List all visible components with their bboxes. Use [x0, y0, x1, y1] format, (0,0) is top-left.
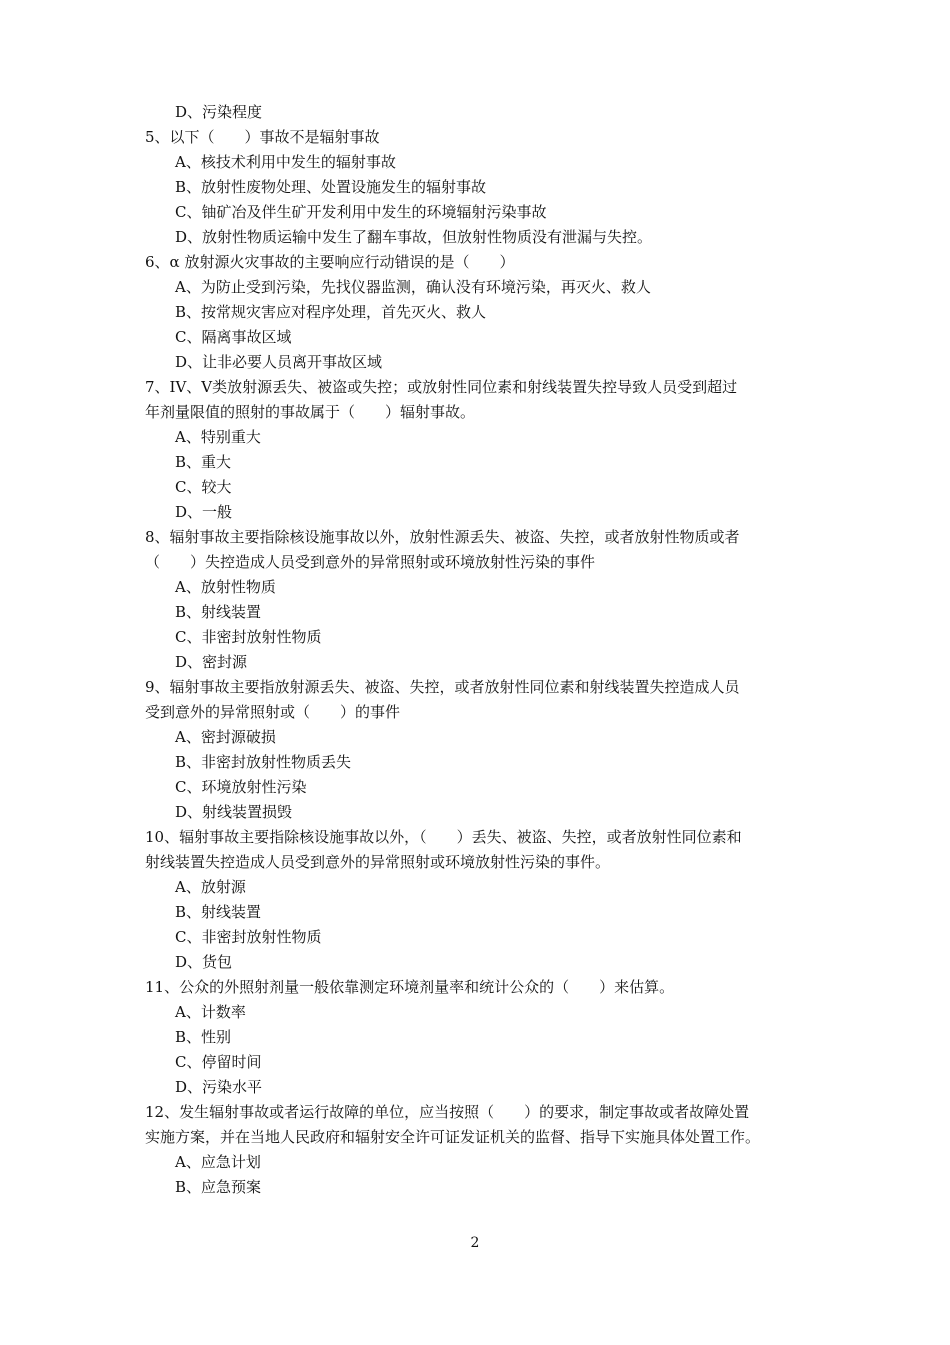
answer-option: D、一般 [175, 503, 233, 521]
answer-option: A、密封源破损 [175, 728, 276, 746]
answer-option: D、放射性物质运输中发生了翻车事故，但放射性物质没有泄漏与失控。 [175, 228, 653, 246]
answer-option: A、核技术利用中发生的辐射事故 [175, 153, 396, 171]
answer-option: C、非密封放射性物质 [175, 628, 322, 646]
question-text: 6、α 放射源火灾事故的主要响应行动错误的是（ ） [145, 253, 515, 271]
answer-option: B、射线装置 [175, 903, 262, 921]
answer-option: A、放射源 [175, 878, 246, 896]
question-text: 10、辐射事故主要指除核设施事故以外，（ ）丢失、被盗、失控，或者放射性同位素和 [145, 828, 742, 846]
answer-option: D、密封源 [175, 653, 248, 671]
question-text: 实施方案，并在当地人民政府和辐射安全许可证发证机关的监督、指导下实施具体处置工作。 [145, 1128, 761, 1146]
answer-option: C、隔离事故区域 [175, 328, 292, 346]
answer-option: B、放射性废物处理、处置设施发生的辐射事故 [175, 178, 487, 196]
question-text: 7、IV、V类放射源丢失、被盗或失控；或放射性同位素和射线装置失控导致人员受到超过 [145, 378, 738, 396]
answer-option: D、让非必要人员离开事故区域 [175, 353, 383, 371]
answer-option: B、性别 [175, 1028, 232, 1046]
answer-option: C、铀矿冶及伴生矿开发利用中发生的环境辐射污染事故 [175, 203, 547, 221]
answer-option: B、非密封放射性物质丢失 [175, 753, 352, 771]
question-text: 12、发生辐射事故或者运行故障的单位，应当按照（ ）的要求，制定事故或者故障处置 [145, 1103, 750, 1121]
answer-option: C、停留时间 [175, 1053, 262, 1071]
answer-option: A、特别重大 [175, 428, 261, 446]
answer-option: A、为防止受到污染，先找仪器监测，确认没有环境污染，再灭火、救人 [175, 278, 651, 296]
question-text: 8、辐射事故主要指除核设施事故以外，放射性源丢失、被盗、失控，或者放射性物质或者 [145, 528, 740, 546]
answer-option: B、应急预案 [175, 1178, 262, 1196]
question-text: （ ）失控造成人员受到意外的异常照射或环境放射性污染的事件 [145, 553, 596, 571]
answer-option: C、非密封放射性物质 [175, 928, 322, 946]
answer-option: D、污染水平 [175, 1078, 263, 1096]
question-list [145, 100, 825, 1200]
question-text: 射线装置失控造成人员受到意外的异常照射或环境放射性污染的事件。 [145, 853, 611, 871]
answer-option: C、较大 [175, 478, 232, 496]
answer-option: D、射线装置损毁 [175, 803, 293, 821]
answer-option: A、应急计划 [175, 1153, 261, 1171]
question-text: 5、以下（ ）事故不是辐射事故 [145, 128, 380, 146]
answer-option: B、重大 [175, 453, 232, 471]
answer-option: B、按常规灾害应对程序处理，首先灭火、救人 [175, 303, 487, 321]
answer-option: D、货包 [175, 953, 233, 971]
question-text: 受到意外的异常照射或（ ）的事件 [145, 703, 401, 721]
question-text: 年剂量限值的照射的事故属于（ ）辐射事故。 [145, 403, 476, 421]
answer-option: A、计数率 [175, 1003, 246, 1021]
question-text: 11、公众的外照射剂量一般依靠测定环境剂量率和统计公众的（ ）来估算。 [145, 978, 675, 996]
question-text: 9、辐射事故主要指放射源丢失、被盗、失控，或者放射性同位素和射线装置失控造成人员 [145, 678, 740, 696]
page-number: 2 [470, 1235, 480, 1251]
answer-option: D、污染程度 [175, 103, 263, 121]
answer-option: B、射线装置 [175, 603, 262, 621]
answer-option: A、放射性物质 [175, 578, 276, 596]
answer-option: C、环境放射性污染 [175, 778, 307, 796]
